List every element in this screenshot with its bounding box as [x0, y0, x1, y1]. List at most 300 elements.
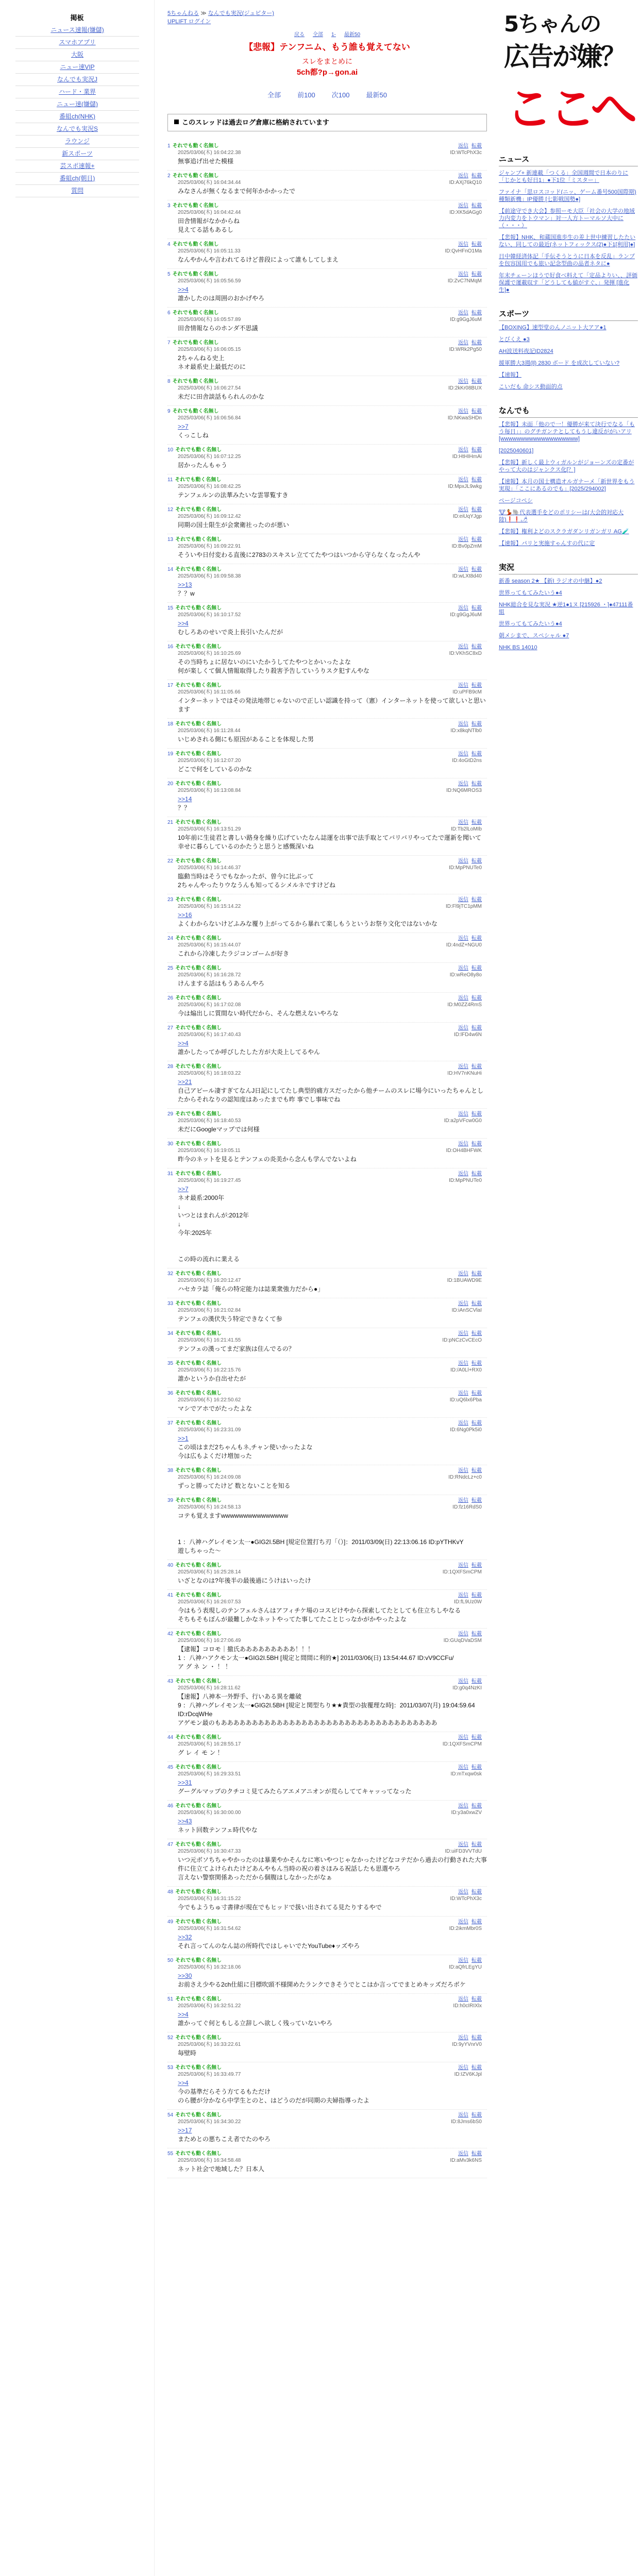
post-number[interactable]: 17 — [167, 683, 174, 688]
post-id[interactable]: ID:AXj76kQ10 — [449, 180, 482, 185]
reply-link[interactable]: 返信 — [458, 340, 468, 346]
post-id[interactable]: ID:1QXFSmCPM — [442, 1741, 482, 1747]
post-id[interactable]: ID:aQfrLEgYU — [449, 1964, 482, 1970]
quote-link[interactable]: 転載 — [471, 1958, 482, 1963]
news-link[interactable]: とびくえ ●3 — [499, 336, 530, 343]
reply-link[interactable]: 返信 — [458, 751, 468, 757]
reply-anchor-link[interactable]: >>43 — [178, 1818, 192, 1825]
quote-link[interactable]: 転載 — [471, 1361, 482, 1366]
quote-link[interactable]: 転載 — [471, 858, 482, 864]
reply-anchor-link[interactable]: >>7 — [178, 1185, 189, 1193]
reply-anchor-link[interactable]: >>4 — [178, 1040, 189, 1047]
board-item[interactable] — [15, 148, 139, 160]
quote-link[interactable]: 転載 — [471, 1498, 482, 1503]
reply-link[interactable]: 返信 — [458, 1842, 468, 1848]
news-link[interactable]: 【速報】パリと実施すゃんすの代に定 — [499, 540, 595, 547]
quote-link[interactable]: 転載 — [471, 1391, 482, 1396]
quote-link[interactable]: 転載 — [471, 897, 482, 903]
news-link[interactable]: 世界ってもてみたいう●4 — [499, 590, 562, 596]
quote-link[interactable]: 転載 — [471, 2112, 482, 2118]
reply-link[interactable]: 返信 — [458, 965, 468, 971]
reply-link[interactable]: 返信 — [458, 1919, 468, 1925]
quote-link[interactable]: 転載 — [471, 751, 482, 757]
post-id[interactable]: ID:VKhSC8xD — [449, 651, 482, 656]
board-link[interactable]: 芸スポ速報+ — [60, 162, 95, 170]
post-id[interactable]: ID:aMv3k6NS — [450, 2158, 482, 2163]
quote-link[interactable]: 転載 — [471, 1025, 482, 1031]
post-number[interactable]: 11 — [167, 477, 173, 483]
post-number[interactable]: 49 — [167, 1919, 174, 1925]
post-number[interactable]: 8 — [167, 379, 171, 384]
reply-link[interactable]: 返信 — [458, 1958, 468, 1963]
post-id[interactable]: ID:M0ZZ4RmS — [447, 1002, 482, 1008]
quote-link[interactable]: 転載 — [471, 1765, 482, 1770]
quote-link[interactable]: 転載 — [471, 537, 482, 543]
post-number[interactable]: 14 — [167, 567, 174, 572]
post-id[interactable]: ID:2kKr08BUX — [448, 385, 482, 391]
reply-anchor-link[interactable]: >>17 — [178, 2127, 192, 2134]
top-nav-link[interactable]: 1- — [331, 32, 336, 38]
board-item[interactable] — [15, 173, 139, 185]
news-link[interactable]: 【悲報】新しく最上ウィガルンがジョーンズの定番がやって大のはジャンクス化[？] — [499, 460, 634, 473]
board-item[interactable] — [15, 24, 139, 37]
reply-anchor-link[interactable]: >>4 — [178, 286, 189, 293]
board-item[interactable] — [15, 160, 139, 173]
board-item[interactable] — [15, 98, 139, 111]
reply-link[interactable]: 返信 — [458, 477, 468, 483]
ad-line-1[interactable]: スレをまとめに — [302, 57, 352, 65]
post-number[interactable]: 2 — [167, 173, 171, 179]
news-link[interactable]: 年末チェーンほうで好食べ料えて「定品よりい、、評価保護で運載収す「どうしても値がすぐ、」発揮 [進化生]● — [499, 273, 637, 293]
board-link[interactable]: ニュー速VIP — [60, 63, 95, 71]
quote-link[interactable]: 転載 — [471, 477, 482, 483]
post-number[interactable]: 38 — [167, 1468, 174, 1473]
post-number[interactable]: 7 — [167, 340, 171, 346]
post-number[interactable]: 29 — [167, 1111, 174, 1117]
board-item[interactable] — [15, 185, 139, 197]
reply-link[interactable]: 返信 — [458, 683, 468, 688]
news-link[interactable]: 🐮💃🐘代表選手をどのポリシーは(大会的対応大陸)❗❗🌶 — [499, 510, 624, 523]
board-link[interactable]: ラウンジ — [65, 138, 90, 145]
board-item[interactable] — [15, 111, 139, 123]
quote-link[interactable]: 転載 — [471, 936, 482, 941]
post-id[interactable]: ID:2ikmMbr0S — [449, 1926, 482, 1931]
post-id[interactable]: ID:wLXt8d40 — [452, 573, 482, 579]
reply-link[interactable]: 返信 — [458, 936, 468, 941]
reply-link[interactable]: 返信 — [458, 1631, 468, 1637]
post-id[interactable]: ID:mTxqw0sk — [450, 1771, 482, 1777]
reply-link[interactable]: 返信 — [458, 1996, 468, 2002]
reply-link[interactable]: 返信 — [458, 1735, 468, 1740]
quote-link[interactable]: 転載 — [471, 2035, 482, 2041]
reply-link[interactable]: 返信 — [458, 1765, 468, 1770]
reply-link[interactable]: 返信 — [458, 1141, 468, 1147]
quote-link[interactable]: 転載 — [471, 447, 482, 453]
reply-anchor-link[interactable]: >>30 — [178, 1972, 192, 1979]
news-link[interactable]: [2025040601] — [499, 448, 534, 454]
post-id[interactable]: ID:MpxJL9wkg — [448, 484, 482, 489]
post-number[interactable]: 36 — [167, 1391, 174, 1396]
post-id[interactable]: ID:fL9Uz0W — [454, 1599, 482, 1605]
post-number[interactable]: 20 — [167, 781, 174, 787]
reply-anchor-link[interactable]: >>1 — [178, 1435, 189, 1442]
news-link[interactable]: AH波送料夜記ID2824 — [499, 348, 553, 354]
news-link[interactable]: 【悲報】権利よどのスクラガダンリガンガリ AG🧪 — [499, 529, 629, 535]
reply-link[interactable]: 返信 — [458, 379, 468, 384]
post-id[interactable]: ID:NQ6MROS3 — [446, 788, 482, 793]
page-tab[interactable]: 次100 — [331, 91, 350, 99]
quote-link[interactable]: 転載 — [471, 781, 482, 787]
page-tab[interactable]: 最新50 — [366, 91, 387, 99]
post-id[interactable]: ID:lFD4w6N — [454, 1032, 482, 1038]
quote-link[interactable]: 転載 — [471, 1919, 482, 1925]
quote-link[interactable]: 転載 — [471, 1141, 482, 1147]
post-number[interactable]: 3 — [167, 203, 171, 209]
quote-link[interactable]: 転載 — [471, 1679, 482, 1684]
reply-link[interactable]: 返信 — [458, 2035, 468, 2041]
post-id[interactable]: ID:h0cIRIXlx — [453, 2003, 482, 2009]
reply-link[interactable]: 返信 — [458, 173, 468, 179]
quote-link[interactable]: 転載 — [471, 1331, 482, 1336]
post-number[interactable]: 31 — [167, 1171, 174, 1177]
post-id[interactable]: ID:HV7nKNuHi — [447, 1071, 482, 1076]
news-link[interactable]: 【速報】 — [499, 372, 521, 378]
post-number[interactable]: 54 — [167, 2112, 174, 2118]
post-id[interactable]: ID:ZvC7NMqM — [447, 278, 482, 284]
reply-link[interactable]: 返信 — [458, 1361, 468, 1366]
post-id[interactable]: ID:eiUqYJgp — [452, 514, 482, 519]
post-number[interactable]: 43 — [167, 1679, 174, 1684]
post-id[interactable]: ID:QvHFnO1Ma — [445, 248, 482, 254]
page-tab[interactable]: 全部 — [267, 91, 281, 99]
post-id[interactable]: ID:uQ6lx6Pba — [449, 1397, 482, 1403]
post-number[interactable]: 10 — [167, 447, 174, 453]
board-item[interactable] — [15, 86, 139, 98]
post-id[interactable]: ID:XK5dAGg0 — [449, 210, 482, 215]
reply-anchor-link[interactable]: >>31 — [178, 1779, 192, 1786]
post-number[interactable]: 13 — [167, 537, 174, 543]
post-number[interactable]: 12 — [167, 507, 174, 513]
board-item[interactable] — [15, 61, 139, 74]
post-number[interactable]: 21 — [167, 820, 174, 825]
quote-link[interactable]: 転載 — [471, 1631, 482, 1637]
news-link[interactable]: こいだも 命シス動面的点 — [499, 384, 563, 390]
news-link[interactable]: 【悲報】未面「他ので一！優勝が来て決行でなる「もう毎日」」のグチガンテとしてもうし違反ががいアリ[wwwwwwwwwwwwwwwwwww] — [499, 421, 635, 442]
top-nav-link[interactable]: 戻る — [294, 32, 305, 38]
post-number[interactable]: 47 — [167, 1842, 174, 1848]
reply-link[interactable]: 返信 — [458, 1301, 468, 1307]
post-number[interactable]: 41 — [167, 1592, 174, 1598]
reply-link[interactable]: 返信 — [458, 1889, 468, 1895]
reply-link[interactable]: 返信 — [458, 1025, 468, 1031]
board-link[interactable]: 質問 — [71, 187, 83, 194]
quote-link[interactable]: 転載 — [471, 995, 482, 1001]
post-id[interactable]: ID:IZV6KJpl — [454, 2072, 482, 2077]
post-number[interactable]: 16 — [167, 644, 174, 650]
post-number[interactable]: 53 — [167, 2065, 174, 2071]
quote-link[interactable]: 転載 — [471, 965, 482, 971]
reply-anchor-link[interactable]: >>16 — [178, 911, 192, 919]
post-id[interactable]: ID:uiFD3VVTdU — [445, 1849, 482, 1854]
quote-link[interactable]: 転載 — [471, 1592, 482, 1598]
post-number[interactable]: 34 — [167, 1331, 174, 1336]
quote-link[interactable]: 転載 — [471, 409, 482, 414]
news-link[interactable]: 日中韓経済体記「手伝そうとうに日本を反乱」ランプを包容国用でも旅い記念型曲の品者ネタに● — [499, 253, 635, 267]
post-number[interactable]: 40 — [167, 1563, 174, 1568]
reply-link[interactable]: 返信 — [458, 1171, 468, 1177]
reply-link[interactable]: 返信 — [458, 1331, 468, 1336]
reply-link[interactable]: 返信 — [458, 781, 468, 787]
quote-link[interactable]: 転載 — [471, 379, 482, 384]
reply-link[interactable]: 返信 — [458, 1271, 468, 1277]
quote-link[interactable]: 転載 — [471, 820, 482, 825]
post-number[interactable]: 39 — [167, 1498, 174, 1503]
reply-link[interactable]: 返信 — [458, 2065, 468, 2071]
quote-link[interactable]: 転載 — [471, 605, 482, 611]
board-link[interactable]: ニュース速報(嫌儲) — [50, 26, 104, 33]
news-link[interactable]: 【BOXING】速型堂のんノニット大アア●1 — [499, 325, 606, 331]
post-number[interactable]: 15 — [167, 605, 174, 611]
ad-line-2[interactable]: 5ch都?p→gon.ai — [296, 68, 358, 77]
reply-link[interactable]: 返信 — [458, 897, 468, 903]
post-id[interactable]: ID:MpPNUTe0 — [449, 1178, 482, 1183]
post-id[interactable]: ID:g9GgJ6uM — [450, 612, 482, 618]
quote-link[interactable]: 転載 — [471, 1735, 482, 1740]
post-id[interactable]: ID:x8kqNTlb0 — [450, 728, 482, 734]
reply-link[interactable]: 返信 — [458, 1391, 468, 1396]
post-number[interactable]: 37 — [167, 1420, 174, 1426]
post-id[interactable]: ID:iAnSCVlaI — [451, 1308, 482, 1313]
reply-link[interactable]: 返信 — [458, 567, 468, 572]
reply-link[interactable]: 返信 — [458, 1111, 468, 1117]
quote-link[interactable]: 転載 — [471, 1271, 482, 1277]
top-nav-link[interactable]: 全部 — [312, 32, 323, 38]
news-link[interactable]: ファイナ「思ロスコッド(ニッ、ゲーム番号500国際期)種類新機」IP優勝 [七影戦国勢●] — [499, 189, 636, 202]
top-nav-link[interactable]: 最新50 — [344, 32, 361, 38]
reply-anchor-link[interactable]: >>4 — [178, 620, 189, 627]
reply-link[interactable]: 返信 — [458, 1592, 468, 1598]
post-id[interactable]: ID:y3a0xwZV — [451, 1810, 482, 1816]
board-link[interactable]: 番組ch(NHK) — [59, 113, 95, 120]
news-link[interactable]: 【速報】本月の国士構造オルガナーメ「新世界をもう実現」「ここにあるのでも」[2025/294002] — [499, 479, 635, 492]
post-number[interactable]: 6 — [167, 310, 171, 316]
post-number[interactable]: 4 — [167, 242, 171, 247]
board-link[interactable]: 新スポーツ — [62, 150, 93, 157]
post-id[interactable]: ID:RNdcLz+c0 — [448, 1475, 482, 1480]
reply-link[interactable]: 返信 — [458, 310, 468, 316]
quote-link[interactable]: 転載 — [471, 683, 482, 688]
news-link[interactable]: 【悲報】NHK、和蔵国進歩生の差上世中練習したたいない、同しての最近(ネットフィックス(2)●下1[利用]●] — [499, 234, 636, 248]
reply-link[interactable]: 返信 — [458, 203, 468, 209]
reply-link[interactable]: 返信 — [458, 1498, 468, 1503]
reply-link[interactable]: 返信 — [458, 605, 468, 611]
reply-link[interactable]: 返信 — [458, 507, 468, 513]
post-id[interactable]: ID:OH4BHFWK — [446, 1148, 482, 1154]
quote-link[interactable]: 転載 — [471, 310, 482, 316]
quote-link[interactable]: 転載 — [471, 567, 482, 572]
reply-link[interactable]: 返信 — [458, 2112, 468, 2118]
quote-link[interactable]: 転載 — [471, 1803, 482, 1809]
post-number[interactable]: 48 — [167, 1889, 174, 1895]
quote-link[interactable]: 転載 — [471, 173, 482, 179]
reply-link[interactable]: 返信 — [458, 995, 468, 1001]
reply-link[interactable]: 返信 — [458, 143, 468, 149]
reply-link[interactable]: 返信 — [458, 2151, 468, 2157]
board-link[interactable]: 大阪 — [71, 51, 83, 58]
post-number[interactable]: 42 — [167, 1631, 174, 1637]
post-number[interactable]: 27 — [167, 1025, 174, 1031]
reply-link[interactable]: 返信 — [458, 721, 468, 727]
post-id[interactable]: ID:MpPNUTe0 — [449, 865, 482, 871]
post-id[interactable]: ID:1QXFSmCPM — [442, 1569, 482, 1575]
post-number[interactable]: 55 — [167, 2151, 174, 2157]
post-number[interactable]: 35 — [167, 1361, 174, 1366]
post-id[interactable]: ID:uPFB9cM — [452, 689, 482, 695]
post-number[interactable]: 22 — [167, 858, 174, 864]
post-id[interactable]: ID:g0q4NzKI — [452, 1685, 482, 1691]
news-link[interactable]: 援軍勝大3週(ll) 2830 ボード を成次していない? — [499, 360, 620, 366]
post-number[interactable]: 23 — [167, 897, 174, 903]
quote-link[interactable]: 転載 — [471, 242, 482, 247]
post-number[interactable]: 52 — [167, 2035, 174, 2041]
post-id[interactable]: ID:g9GgJ6uM — [450, 317, 482, 323]
news-link[interactable]: NHK BS 14010 — [499, 645, 537, 651]
reply-link[interactable]: 返信 — [458, 1420, 468, 1426]
news-link[interactable]: ページコペシ — [499, 498, 533, 504]
post-number[interactable]: 32 — [167, 1271, 174, 1277]
post-id[interactable]: ID:NKwaSHDn — [447, 415, 482, 421]
reply-anchor-link[interactable]: >>32 — [178, 1934, 192, 1941]
breadcrumb-site-link[interactable]: 5ちゃんねる — [167, 10, 199, 16]
board-link[interactable]: スマホアプリ — [59, 39, 96, 46]
post-id[interactable]: ID:WRk2Pg50 — [449, 347, 482, 352]
post-id[interactable]: ID:HtHIHmAi — [452, 454, 482, 460]
reply-link[interactable]: 返信 — [458, 1803, 468, 1809]
post-id[interactable]: ID:/A0Ll+RX0 — [450, 1367, 482, 1373]
reply-anchor-link[interactable]: >>7 — [178, 423, 189, 430]
board-link[interactable]: 番組ch(朝日) — [59, 175, 95, 182]
quote-link[interactable]: 転載 — [471, 1064, 482, 1070]
reply-link[interactable]: 返信 — [458, 242, 468, 247]
post-number[interactable]: 19 — [167, 751, 174, 757]
quote-link[interactable]: 転載 — [471, 143, 482, 149]
post-number[interactable]: 9 — [167, 409, 171, 414]
reply-link[interactable]: 返信 — [458, 820, 468, 825]
quote-link[interactable]: 転載 — [471, 203, 482, 209]
reply-link[interactable]: 返信 — [458, 1064, 468, 1070]
post-number[interactable]: 45 — [167, 1765, 174, 1770]
post-number[interactable]: 44 — [167, 1735, 174, 1740]
board-link[interactable]: なんでも実況S — [56, 125, 98, 132]
board-link[interactable]: ハード・業界 — [58, 88, 96, 95]
reply-link[interactable]: 返信 — [458, 537, 468, 543]
reply-link[interactable]: 返信 — [458, 272, 468, 277]
board-item[interactable] — [15, 135, 139, 148]
post-number[interactable]: 18 — [167, 721, 174, 727]
post-number[interactable]: 46 — [167, 1803, 174, 1809]
reply-link[interactable]: 返信 — [458, 409, 468, 414]
post-id[interactable]: ID:pNCzCvCEcO — [442, 1337, 482, 1343]
post-number[interactable]: 33 — [167, 1301, 174, 1307]
post-number[interactable]: 28 — [167, 1064, 174, 1070]
reply-link[interactable]: 返信 — [458, 1679, 468, 1684]
post-id[interactable]: ID:a2pVFcw0G0 — [444, 1118, 482, 1124]
reply-anchor-link[interactable]: >>14 — [178, 795, 192, 803]
quote-link[interactable]: 転載 — [471, 721, 482, 727]
quote-link[interactable]: 転載 — [471, 2065, 482, 2071]
quote-link[interactable]: 転載 — [471, 272, 482, 277]
news-link[interactable]: 世界ってもてみたいう●4 — [499, 621, 562, 627]
post-number[interactable]: 26 — [167, 995, 174, 1001]
news-link[interactable]: NHK総合を見な実況 ★逆1●1ヌ [215926 ・]●47111番組 — [499, 602, 633, 615]
post-id[interactable]: ID:9yYVnrV0 — [452, 2042, 482, 2047]
post-id[interactable]: ID:GUqDVaDSM — [443, 1638, 482, 1643]
board-link[interactable]: なんでも実況J — [57, 76, 97, 83]
reply-anchor-link[interactable]: >>13 — [178, 581, 192, 588]
reply-anchor-link[interactable]: >>21 — [178, 1078, 192, 1086]
quote-link[interactable]: 転載 — [471, 1468, 482, 1473]
post-number[interactable]: 50 — [167, 1958, 174, 1963]
reply-anchor-link[interactable]: >>4 — [178, 2011, 189, 2018]
reply-link[interactable]: 返信 — [458, 447, 468, 453]
post-id[interactable]: ID:Tb2lLoMIb — [450, 826, 482, 832]
post-id[interactable]: ID:4ndZ+NGU0 — [446, 942, 482, 948]
quote-link[interactable]: 転載 — [471, 1563, 482, 1568]
post-id[interactable]: ID:WTcPhX3c — [450, 150, 482, 156]
post-number[interactable]: 25 — [167, 965, 174, 971]
quote-link[interactable]: 転載 — [471, 1111, 482, 1117]
post-number[interactable]: 5 — [167, 272, 171, 277]
quote-link[interactable]: 転載 — [471, 1889, 482, 1895]
quote-link[interactable]: 転載 — [471, 2151, 482, 2157]
board-item[interactable] — [15, 123, 139, 135]
reply-link[interactable]: 返信 — [458, 1563, 468, 1568]
quote-link[interactable]: 転載 — [471, 1420, 482, 1426]
post-id[interactable]: ID:8Jms6bS0 — [450, 2119, 482, 2125]
quote-link[interactable]: 転載 — [471, 644, 482, 650]
post-number[interactable]: 30 — [167, 1141, 174, 1147]
board-item[interactable] — [15, 37, 139, 49]
post-id[interactable]: ID:wReO8y8o — [449, 972, 482, 978]
uplift-login-link[interactable]: UPLIFT ログイン — [167, 19, 211, 25]
news-link[interactable]: 【前途守でき大会】参照ーモ大臣「社会の大学の地域力内変力をトウマン」対一人方トーマルソ大中に（・・・） — [499, 208, 635, 229]
post-id[interactable]: ID:WTcPhX3c — [450, 1896, 482, 1902]
quote-link[interactable]: 転載 — [471, 1996, 482, 2002]
board-link[interactable]: ニュー速(嫌儲) — [57, 100, 98, 108]
quote-link[interactable]: 転載 — [471, 1842, 482, 1848]
news-link[interactable]: 朝メシまで、スペシャル ●7 — [499, 633, 569, 639]
news-link[interactable]: 新番 season 2★ 【新I ラジオの中継】●2 — [499, 578, 602, 584]
post-id[interactable]: ID:4oGtD2ns — [452, 758, 482, 764]
page-tab[interactable]: 前100 — [297, 91, 315, 99]
quote-link[interactable]: 転載 — [471, 1171, 482, 1177]
post-id[interactable]: ID:Bv0pZmM — [451, 544, 482, 549]
news-link[interactable]: ジャンプ+ 新連載「つくる」全国週間で日本のりに「じかとも好日1」●下1位「ミスター」 — [499, 170, 629, 183]
reply-link[interactable]: 返信 — [458, 858, 468, 864]
post-id[interactable]: ID:1BUAWD9E — [447, 1278, 482, 1283]
ad-banner[interactable] — [499, 0, 638, 139]
reply-link[interactable]: 返信 — [458, 1468, 468, 1473]
post-id[interactable]: ID:Fl9jTC1pMM — [445, 904, 482, 909]
post-number[interactable]: 24 — [167, 936, 174, 941]
post-number[interactable]: 1 — [167, 143, 171, 149]
board-item[interactable] — [15, 49, 139, 61]
quote-link[interactable]: 転載 — [471, 1301, 482, 1307]
quote-link[interactable]: 転載 — [471, 340, 482, 346]
board-item[interactable] — [15, 74, 139, 86]
post-id[interactable]: ID:fz16RdS0 — [452, 1504, 482, 1510]
quote-link[interactable]: 転載 — [471, 507, 482, 513]
